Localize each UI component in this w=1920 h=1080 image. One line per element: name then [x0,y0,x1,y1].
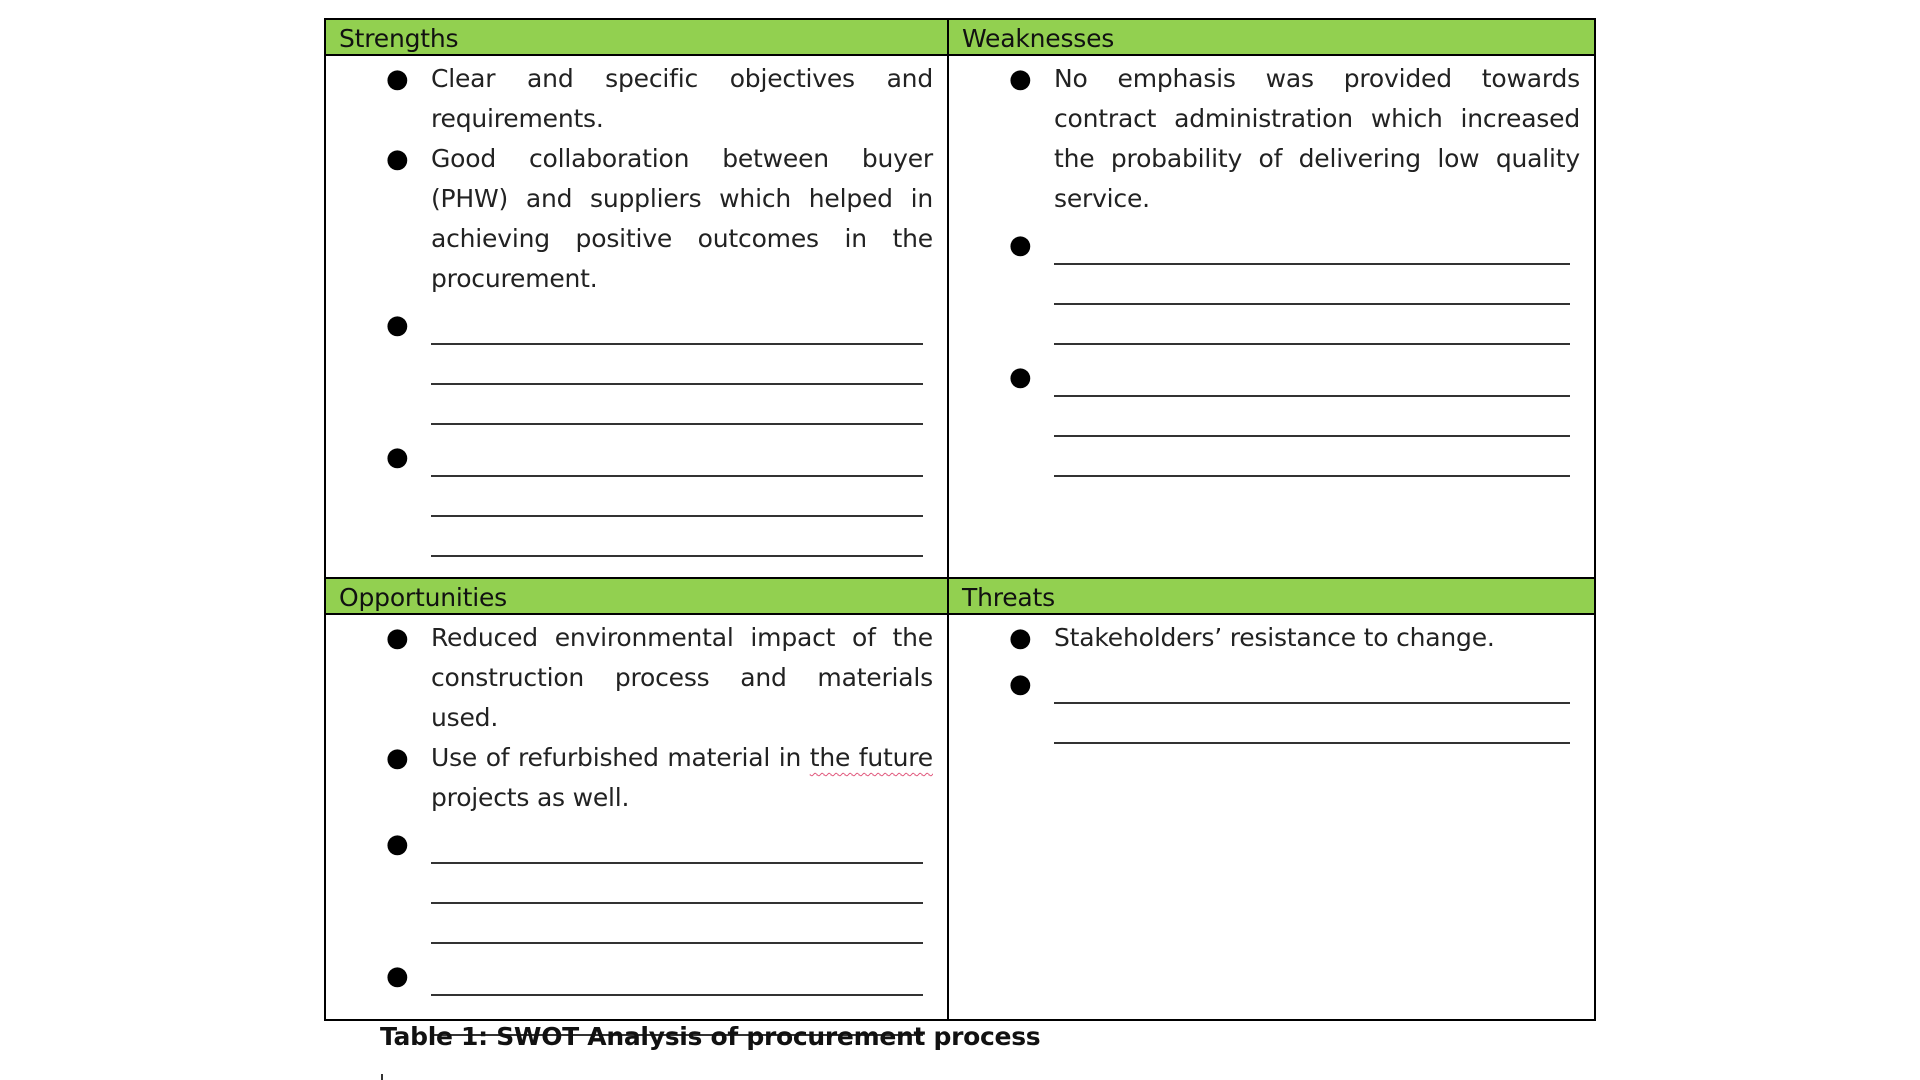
strength-text: Clear and specific objectives and requirements. [431,64,933,133]
bullet-icon: ● [386,64,409,94]
bullet-icon: ● [386,623,409,653]
swot-table [324,18,1596,1021]
bullet-icon: ● [1009,669,1032,699]
blank-line [431,305,923,345]
blank-line [431,517,923,557]
strength-text: Good collaboration between buyer (PHW) and suppliers which helped in achieving positive outcomes in the procurement. [431,144,933,293]
table-caption: Table 1: SWOT Analysis of procurement process [380,1022,1041,1051]
list-item [326,738,933,818]
blank-line [431,956,923,996]
bullet-icon: ● [386,829,409,859]
list-item [326,618,933,738]
bullet-icon: ● [386,310,409,340]
blank-line [1054,437,1570,477]
list-item [949,59,1580,219]
bullet-icon: ● [1009,64,1032,94]
bullet-icon: ● [1009,623,1032,653]
threat-text: Stakeholders’ resistance to change. [1054,623,1495,652]
opportunity-text-suffix: projects as well. [431,783,630,812]
blank-line [1054,225,1570,265]
opportunities-list [326,615,947,1042]
blank-line [431,864,923,904]
strengths-header: Strengths [326,20,947,56]
blank-list-item[interactable] [949,351,1580,483]
opportunities-header: Opportunities [326,579,947,615]
blank-line [431,824,923,864]
spellcheck-flagged-text[interactable]: the future [809,743,933,772]
bullet-icon: ● [386,961,409,991]
list-item [949,618,1580,658]
strengths-list [326,56,947,563]
weaknesses-header: Weaknesses [949,20,1594,56]
threats-list [949,615,1594,750]
bullet-icon: ● [386,442,409,472]
blank-line [431,345,923,385]
threats-cell[interactable] [949,579,1594,1019]
blank-line [1054,305,1570,345]
blank-line [1054,704,1570,744]
bullet-icon: ● [386,743,409,773]
blank-line [431,904,923,944]
opportunity-text: Reduced environmental impact of the construction process and materials used. [431,623,933,732]
blank-list-item[interactable] [326,431,933,563]
strengths-cell[interactable] [326,20,949,579]
threats-header: Threats [949,579,1594,615]
list-item [326,139,933,299]
bullet-icon: ● [386,144,409,174]
list-item [326,59,933,139]
weakness-text: No emphasis was provided towards contract administration which increased the probability of delivering low quality service. [1054,64,1580,213]
blank-line [431,477,923,517]
blank-line [1054,357,1570,397]
blank-list-item[interactable] [326,299,933,431]
bullet-icon: ● [1009,362,1032,392]
weaknesses-cell[interactable] [949,20,1594,579]
blank-line [1054,265,1570,305]
opportunity-text-prefix: Use of refurbished material in [431,743,810,772]
blank-line [431,437,923,477]
opportunities-cell[interactable] [326,579,949,1019]
text-cursor [381,1074,383,1080]
blank-line [1054,397,1570,437]
bullet-icon: ● [1009,230,1032,260]
blank-line [431,385,923,425]
blank-line [1054,664,1570,704]
blank-list-item[interactable] [326,818,933,950]
weaknesses-list [949,56,1594,483]
blank-list-item[interactable] [949,219,1580,351]
blank-list-item[interactable] [949,658,1580,750]
